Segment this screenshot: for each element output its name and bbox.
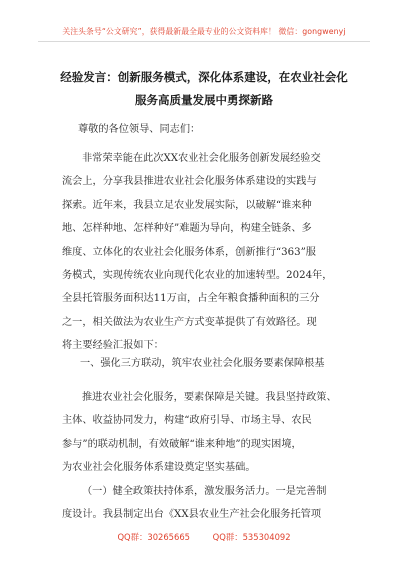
paragraph-line: 探索。近年来，我县立足农业发展实际，以破解“谁来种 [62,199,312,211]
paragraph-line: （一）健全政策扶持体系，激发服务活力。一是完善制 [82,486,327,497]
section-heading-text: 一、强化三方联动，筑牢农业社会化服务要素保障根基 [80,358,325,369]
footer-qq-group-1: QQ群：30265665 [117,532,190,542]
header-promo-note: 关注头条号“公文研究”，获得最新最全最专业的公文资料库！ 微信：gongwenyj [62,27,346,36]
section-heading-1 [80,352,368,375]
document-title [40,66,368,112]
salutation [78,118,368,141]
paragraph-line: 地、怎样种地、怎样种好”难题为导向，构建全链条、多 [62,223,312,235]
paragraph-line: 务模式，实现传统农业向现代化农业的加速转型。2024年， [62,270,333,282]
paragraph-line: 参与”的联动机制，有效破解“谁来种地”的现实困境， [62,438,302,450]
paragraph-line: 全县托管服务面积达11万亩，占全年粮食播种面积的三分 [62,293,320,305]
paragraph-line: 流会上，分享我县推进农业社会化服务体系建设的实践与 [62,176,317,188]
paragraph-line: 为农业社会化服务体系建设奠定坚实基础。 [62,462,256,474]
paragraph-line: 维度、立体化的农业社会化服务体系，创新推行“363”服 [62,246,316,258]
paragraph-support [62,386,368,480]
footer-contacts [0,531,408,543]
paragraph-line: 推进农业社会化服务，要素保障是关键。我县坚持政策、 [82,392,337,403]
paragraph-line: 度设计。我县制定出台《XX县农业生产社会化服务托管项 [62,509,322,521]
paragraph-line: 主体、收益协同发力，构建“政府引导、市场主导、农民 [62,415,312,427]
footer-qq-group-2: QQ群：535304092 [212,532,291,542]
title-line-1: 经验发言：创新服务模式，深化体系建设，在农业社会化 [60,70,348,84]
header-divider [38,41,370,42]
paragraph-intro [62,147,368,358]
paragraph-line: 之一，相关做法为农业生产方式变革提供了有效路径。现 [62,316,317,328]
paragraph-policy [62,480,368,527]
salutation-text: 尊敬的各位领导、同志们： [78,124,201,135]
paragraph-line: 非常荣幸能在此次XX农业社会化服务创新发展经验交 [82,153,321,164]
title-line-2: 服务高质量发展中勇探新路 [135,93,273,107]
paragraph-line: 将主要经验汇报如下： [62,340,164,352]
